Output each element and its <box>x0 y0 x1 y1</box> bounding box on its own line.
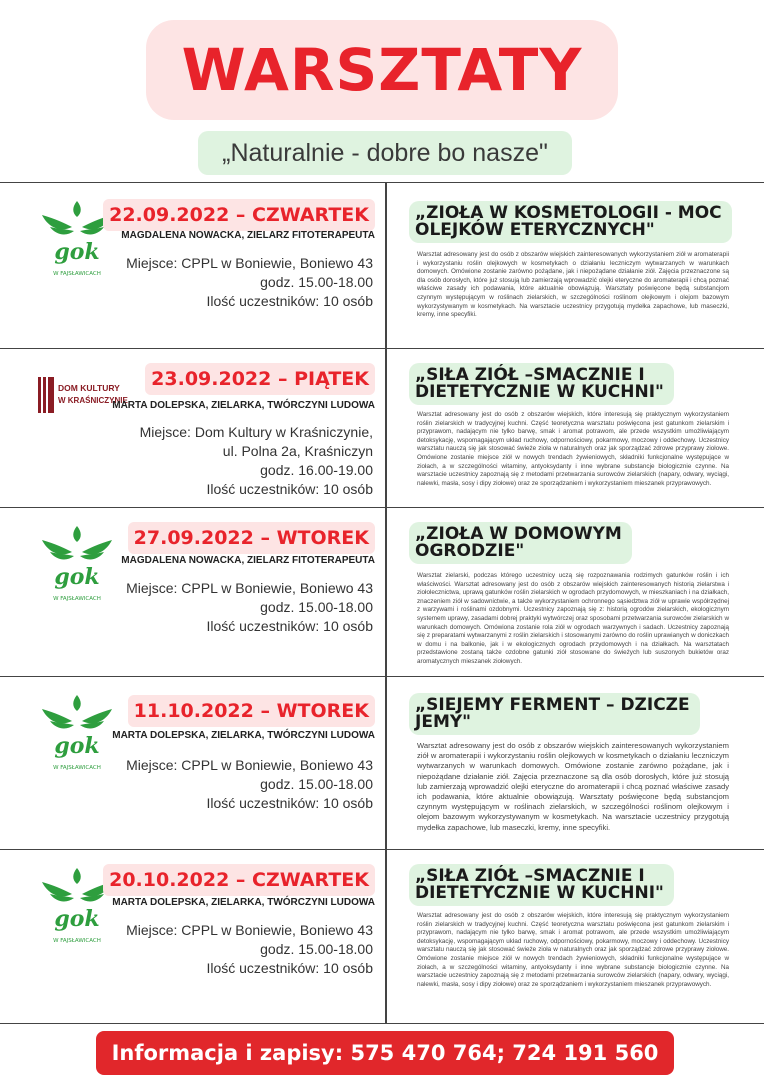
topic-title-badge <box>409 693 700 735</box>
workshop-leader: MARTA DOLEPSKA, ZIELARKA, TWÓRCZYNI LUDOWA <box>112 897 375 908</box>
workshop-details <box>0 349 385 507</box>
workshop-topic <box>387 508 764 676</box>
gok-logo-text: gok <box>54 239 100 265</box>
gok-logo-text: gok <box>54 733 100 759</box>
gok-logo-subtext: W FAJSŁAWICACH <box>53 938 101 944</box>
workshop-info <box>126 254 373 311</box>
topic-title-line2: OGRODZIE" <box>415 541 525 561</box>
topic-description: Warsztat zielarski, podczas którego uczestnicy uczą się rozpoznawania rodzimych gatunków roślin i ich właściwości. Warsztat adresowany jest do osób z obszarów wiejskich zainteresowanych historią zielarstwa i ziołolecznictwa, uprawą gatunków roślin zielarskich w ogrodach przydomowych, w mieszkaniach i na działkach, znaczeniem ziół w sadownictwie, a także wykorzystaniem ochronnego sąsiedztwa ziół w uprawie współrzędnej z warzywami i roślinami ozdobnymi. Uczestnicy zapoznają się z: historią ogrodów zielarskich, ekologicznym systemem uprawy, zasadami dobrej praktyki wytwórczej oraz sposobami przetwarzania surowców zielarskich w warunkach domowych. Omówiona zostanie rola ziół w ogrodach warzywnych i sadach. Uczestnicy zapoznają się z preparatami wytwarzanymi z roślin zielarskich i stosowanymi zarówno do roślin uprawianych w doniczkach w domu i na balkonie, jak i w ekologicznych ogrodach przydomowych i na działkach. Na warsztatach przedstawione zostaną także ozdobne gatunki ziół stosowane do świeżych lub suszonych bukietów oraz aromatycznych mieszanek ziołowych. <box>417 572 729 665</box>
workshop-leader: MAGDALENA NOWACKA, ZIELARZ FITOTERAPEUTA <box>121 555 375 566</box>
gok-logo-text: gok <box>54 906 100 932</box>
workshop-row <box>0 183 764 349</box>
workshop-topic <box>387 850 764 1025</box>
workshop-hours: godz. 15.00-18.00 <box>260 776 373 792</box>
workshop-details <box>0 850 385 1025</box>
date-badge <box>128 522 375 554</box>
workshop-participants: Ilość uczestników: 10 osób <box>206 481 373 497</box>
workshop-details <box>0 183 385 348</box>
subtitle-banner <box>198 131 572 175</box>
date-badge <box>103 199 375 231</box>
topic-title-line1: „ZIOŁA W KOSMETOLOGII - MOC <box>415 203 722 223</box>
topic-description: Warsztat adresowany jest do osób z obszarów wiejskich, które interesują się praktycznym wykorzystaniem roślin zielarskich w tradycyjnej kuchni. Część teoretyczna warsztatu poświęcona jest gatunkom zielarskim i przyprawom, nadającym nie tylko barwę, smak i aromat potrawom, ale przede wszystkim umożliwiającym detoksykację, wspomagającym układ ruchowy, odpornościowy, pokarmowy, moczowy i oddechowy. Uczestnicy warsztatu nauczą się jak stosować świeże zioła w naturalnych oraz jak sporządzać zdrowe przyprawy ziołowe. Omówione zostanie miejsce ziół w nowych trendach żywieniowych, składniki funkcjonalne występujące w ziołach, a w szczególności witaminy, antyoksydanty i inne wybrane substancje biologicznie czynne. Na warsztacie uczestnicy zapoznają się z metodami przetwarzania surowców zielarskich (napary, odwary, wyciągi, nalewki, masła, sosy i dipy ziołowe) oraz ze sporządzaniem i wykorzystaniem mieszanek przyprawowych. <box>417 912 729 988</box>
workshop-row <box>0 508 764 677</box>
workshop-place: Miejsce: CPPL w Boniewie, Boniewo 43 <box>126 922 373 938</box>
topic-title-line1: „SIŁA ZIÓŁ –SMACZNIE I <box>415 866 645 886</box>
gok-logo-icon <box>34 522 120 608</box>
workshop-hours: godz. 15.00-18.00 <box>260 274 373 290</box>
workshop-leader: MARTA DOLEPSKA, ZIELARKA, TWÓRCZYNI LUDOWA <box>112 400 375 411</box>
workshop-leader: MARTA DOLEPSKA, ZIELARKA, TWÓRCZYNI LUDOWA <box>112 730 375 741</box>
workshop-topic <box>387 183 764 348</box>
topic-title-line2: DIETETYCZNIE W KUCHNI" <box>415 883 664 903</box>
topic-title-line2: OLEJKÓW ETERYCZNYCH" <box>415 220 655 240</box>
contact-info: Informacja i zapisy: 575 470 764; 724 191 560 <box>111 1041 659 1065</box>
workshop-leader: MAGDALENA NOWACKA, ZIELARZ FITOTERAPEUTA <box>121 230 375 241</box>
workshop-place: Miejsce: Dom Kultury w Kraśniczynie, <box>139 424 373 440</box>
gok-logo-subtext: W FAJSŁAWICACH <box>53 596 101 602</box>
date-badge <box>103 864 375 896</box>
workshop-row <box>0 850 764 1025</box>
contact-banner <box>96 1031 674 1075</box>
workshop-hours: godz. 15.00-18.00 <box>260 941 373 957</box>
topic-title-badge <box>409 864 674 906</box>
workshop-hours: godz. 16.00-19.00 <box>260 462 373 478</box>
date-badge <box>128 695 375 727</box>
workshop-info <box>126 921 373 978</box>
topic-description: Warsztat adresowany jest do osób z obszarów wiejskich zainteresowanych wykorzystaniem ziół w aromaterapii i wykorzystaniu roślin olejkowych w kosmetykach o działaniu leczniczym wytwarzanych w warunkach domowych. Omówione zostanie zarówno pożądane, jak i niepożądane działanie ziół. Zajęcia przeznaczone są dla osób dorosłych, które już stosują lub zamierzają wprowadzić olejki eteryczne do aromaterapii i chcą poznać właściwe zasady ich podawania, które aktualnie obowiązują. Warsztaty poświęcone będą substancjom czynnym występującym w roślinach zielarskich, w szczególności roślinom olejkowym i olejom bazowym wykorzystywanym w kosmetykach. Na warsztacie uczestnicy przygotują mydełka zapachowe, lub maseczki, kremy, inne specyfiki. <box>417 741 729 832</box>
workshop-info <box>140 423 373 499</box>
workshop-date: 11.10.2022 – WTOREK <box>133 700 369 722</box>
topic-title-line2: DIETETYCZNIE W KUCHNI" <box>415 382 664 402</box>
dk-logo-line1: DOM KULTURY <box>58 383 120 393</box>
workshop-details <box>0 677 385 849</box>
workshop-topic <box>387 349 764 507</box>
topic-title-badge <box>409 201 732 243</box>
workshop-date: 20.10.2022 – CZWARTEK <box>109 869 369 891</box>
title-banner <box>146 20 618 120</box>
topic-description: Warsztat adresowany jest do osób z obszarów wiejskich, które interesują się praktycznym wykorzystaniem roślin zielarskich w tradycyjnej kuchni. Część teoretyczna warsztatu poświęcona jest gatunkom zielarskim i przyprawom, nadającym nie tylko barwę, smak i aromat potrawom, ale przede wszystkim umożliwiającym detoksykację, wspomagającym układ ruchowy, odpornościowy, pokarmowy, moczowy i oddechowy. Uczestnicy warsztatu nauczą się jak stosować świeże zioła w naturalnych oraz jak sporządzać zdrowe przyprawy ziołowe. Omówione zostanie miejsce ziół w nowych trendach żywieniowych, składniki funkcjonalne występujące w ziołach, a w szczególności witaminy, antyoksydanty i inne wybrane substancje biologicznie czynne. Na warsztacie uczestnicy zapoznają się z metodami przetwarzania surowców zielarskich (napary, odwary, wyciągi, nalewki, masła, sosy i dipy ziołowe) oraz ze sporządzaniem i wykorzystaniem mieszanek przyprawowych. <box>417 411 729 487</box>
workshop-row <box>0 677 764 850</box>
gok-logo-subtext: W FAJSŁAWICACH <box>53 765 101 771</box>
workshop-details <box>0 508 385 676</box>
workshop-date: 23.09.2022 – PIĄTEK <box>151 368 369 390</box>
topic-title-badge <box>409 363 674 405</box>
workshop-info <box>126 579 373 636</box>
workshop-hours: godz. 15.00-18.00 <box>260 599 373 615</box>
workshop-place: Miejsce: CPPL w Boniewie, Boniewo 43 <box>126 757 373 773</box>
workshop-participants: Ilość uczestników: 10 osób <box>206 293 373 309</box>
dk-logo-line2: W KRAŚNICZYNIE <box>58 396 128 405</box>
topic-title-badge <box>409 522 632 564</box>
workshop-table <box>0 182 764 1024</box>
workshop-row <box>0 349 764 508</box>
topic-title-line2: JEMY" <box>415 712 472 732</box>
workshop-date: 22.09.2022 – CZWARTEK <box>109 204 369 226</box>
gok-logo-icon <box>34 691 120 777</box>
workshop-place: Miejsce: CPPL w Boniewie, Boniewo 43 <box>126 580 373 596</box>
topic-title-line1: „SIEJEMY FERMENT – DZICZE <box>415 695 690 715</box>
date-badge <box>145 363 375 395</box>
page-subtitle: „Naturalnie - dobre bo nasze" <box>222 138 548 167</box>
workshop-participants: Ilość uczestników: 10 osób <box>206 618 373 634</box>
gok-logo-text: gok <box>54 564 100 590</box>
topic-description: Warsztat adresowany jest do osób z obszarów wiejskich zainteresowanych wykorzystaniem ziół w aromaterapii i wykorzystaniu roślin olejkowych w kosmetykach o działaniu leczniczym wytwarzanych w warunkach domowych. Omówione zostanie zarówno pożądane, jak i niepożądane działanie ziół. Zajęcia przeznaczone są dla osób dorosłych, które już stosują lub zamierzają wprowadzić olejki eteryczne do aromaterapii i chcą poznać właściwe zasady ich podawania, które aktualnie obowiązują. Warsztaty poświęcone będą substancjom czynnym występującym w roślinach zielarskich, w szczególności roślinom olejkowym i olejom bazowym wykorzystywanym w kosmetykach. Na warsztacie uczestnicy przygotują mydełka zapachowe, lub maseczki, kremy, inne specyfiki. <box>417 251 729 319</box>
workshop-place: Miejsce: CPPL w Boniewie, Boniewo 43 <box>126 255 373 271</box>
workshop-participants: Ilość uczestników: 10 osób <box>206 795 373 811</box>
gok-logo-subtext: W FAJSŁAWICACH <box>53 271 101 277</box>
workshop-participants: Ilość uczestników: 10 osób <box>206 960 373 976</box>
workshop-info <box>126 756 373 813</box>
topic-title-line1: „SIŁA ZIÓŁ –SMACZNIE I <box>415 365 645 385</box>
workshop-place-line2: ul. Polna 2a, Kraśniczyn <box>222 443 373 459</box>
workshop-date: 27.09.2022 – WTOREK <box>133 527 369 549</box>
topic-title-line1: „ZIOŁA W DOMOWYM <box>415 524 622 544</box>
page-title: WARSZTATY <box>181 36 583 104</box>
workshop-topic <box>387 677 764 849</box>
